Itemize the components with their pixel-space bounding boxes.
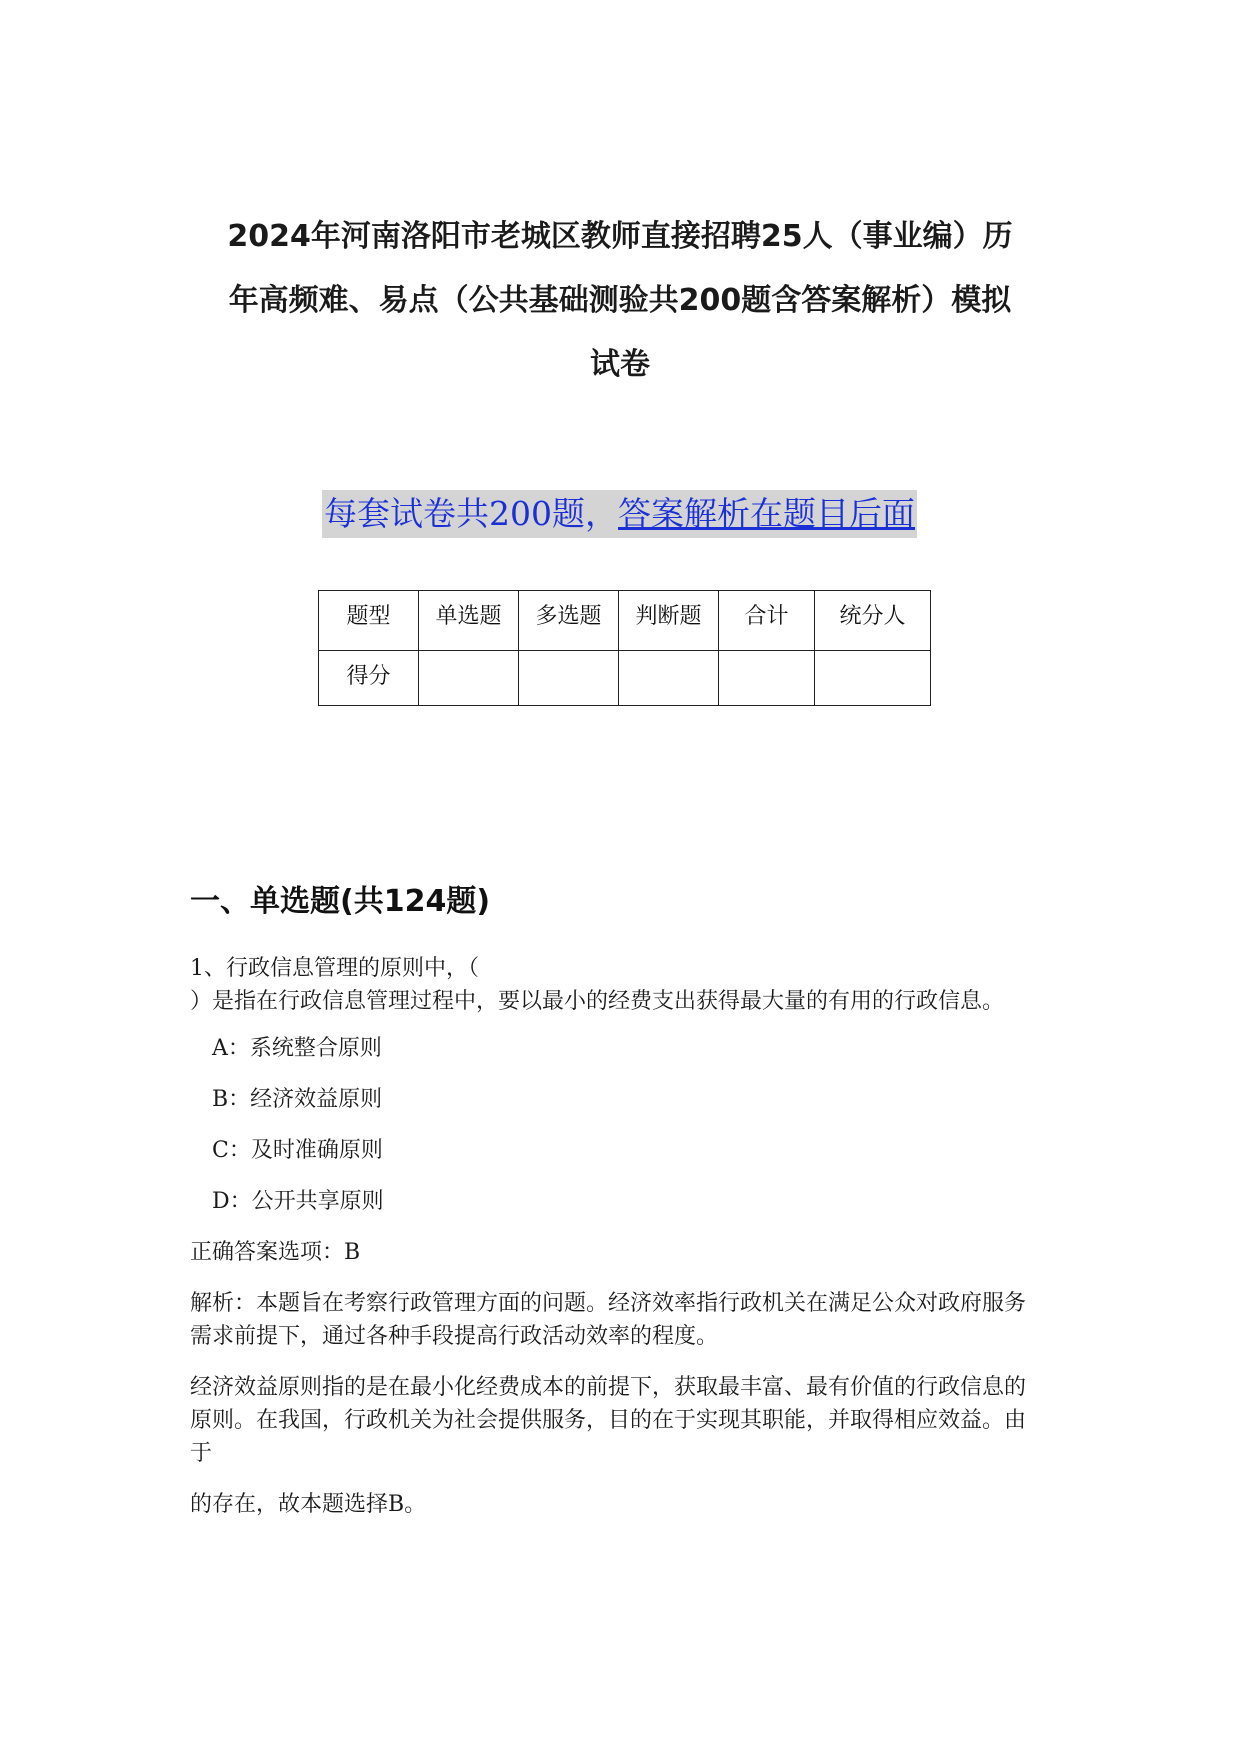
header-cell-judge: 判断题 — [619, 591, 719, 651]
header-cell-scorer: 统分人 — [815, 591, 931, 651]
banner-link[interactable]: 答案解析在题目后面 — [618, 494, 915, 533]
score-cell-judge[interactable] — [619, 651, 719, 706]
header-cell-type: 题型 — [319, 591, 419, 651]
info-banner — [322, 490, 917, 538]
question-stem-line-2: ）是指在行政信息管理过程中，要以最小的经费支出获得最大量的有用的行政信息。 — [190, 989, 1005, 1014]
header-cell-single: 单选题 — [419, 591, 519, 651]
header-cell-multi: 多选题 — [519, 591, 619, 651]
score-cell-total[interactable] — [719, 651, 815, 706]
score-cell-single[interactable] — [419, 651, 519, 706]
analysis-paragraph-2: 经济效益原则指的是在最小化经费成本的前提下，获取最丰富、最有价值的行政信息的原则。在我国，行政机关为社会提供服务，目的在于实现其职能，并取得相应效益。由于 — [190, 1375, 1027, 1466]
score-table-score-row — [319, 651, 931, 706]
correct-answer: 正确答案选项：B — [190, 1240, 361, 1265]
option-b: B：经济效益原则 — [212, 1087, 383, 1112]
question-body — [190, 952, 1040, 1539]
score-table — [318, 590, 931, 706]
title-line-3: 试卷 — [590, 347, 650, 382]
title-line-1: 2024年河南洛阳市老城区教师直接招聘25人（事业编）历 — [227, 219, 1013, 254]
title-line-2: 年高频难、易点（公共基础测验共200题含答案解析）模拟 — [228, 283, 1012, 318]
question-stem-line-1: 1、行政信息管理的原则中，（ — [190, 956, 479, 981]
analysis-paragraph-3: 的存在，故本题选择B。 — [190, 1492, 427, 1517]
analysis-paragraph-1: 解析：本题旨在考察行政管理方面的问题。经济效率指行政机关在满足公众对政府服务需求前提下，通过各种手段提高行政活动效率的程度。 — [190, 1291, 1027, 1349]
score-row-label: 得分 — [319, 651, 419, 706]
score-cell-multi[interactable] — [519, 651, 619, 706]
banner-text: 每套试卷共200题， — [324, 494, 618, 533]
option-a: A：系统整合原则 — [212, 1036, 382, 1061]
score-cell-scorer[interactable] — [815, 651, 931, 706]
section-heading: 一、单选题(共124题) — [190, 884, 491, 919]
option-c: C：及时准确原则 — [212, 1138, 383, 1163]
option-d: D：公开共享原则 — [212, 1189, 384, 1214]
score-table-header-row — [319, 591, 931, 651]
document-title — [180, 205, 1060, 397]
header-cell-total: 合计 — [719, 591, 815, 651]
